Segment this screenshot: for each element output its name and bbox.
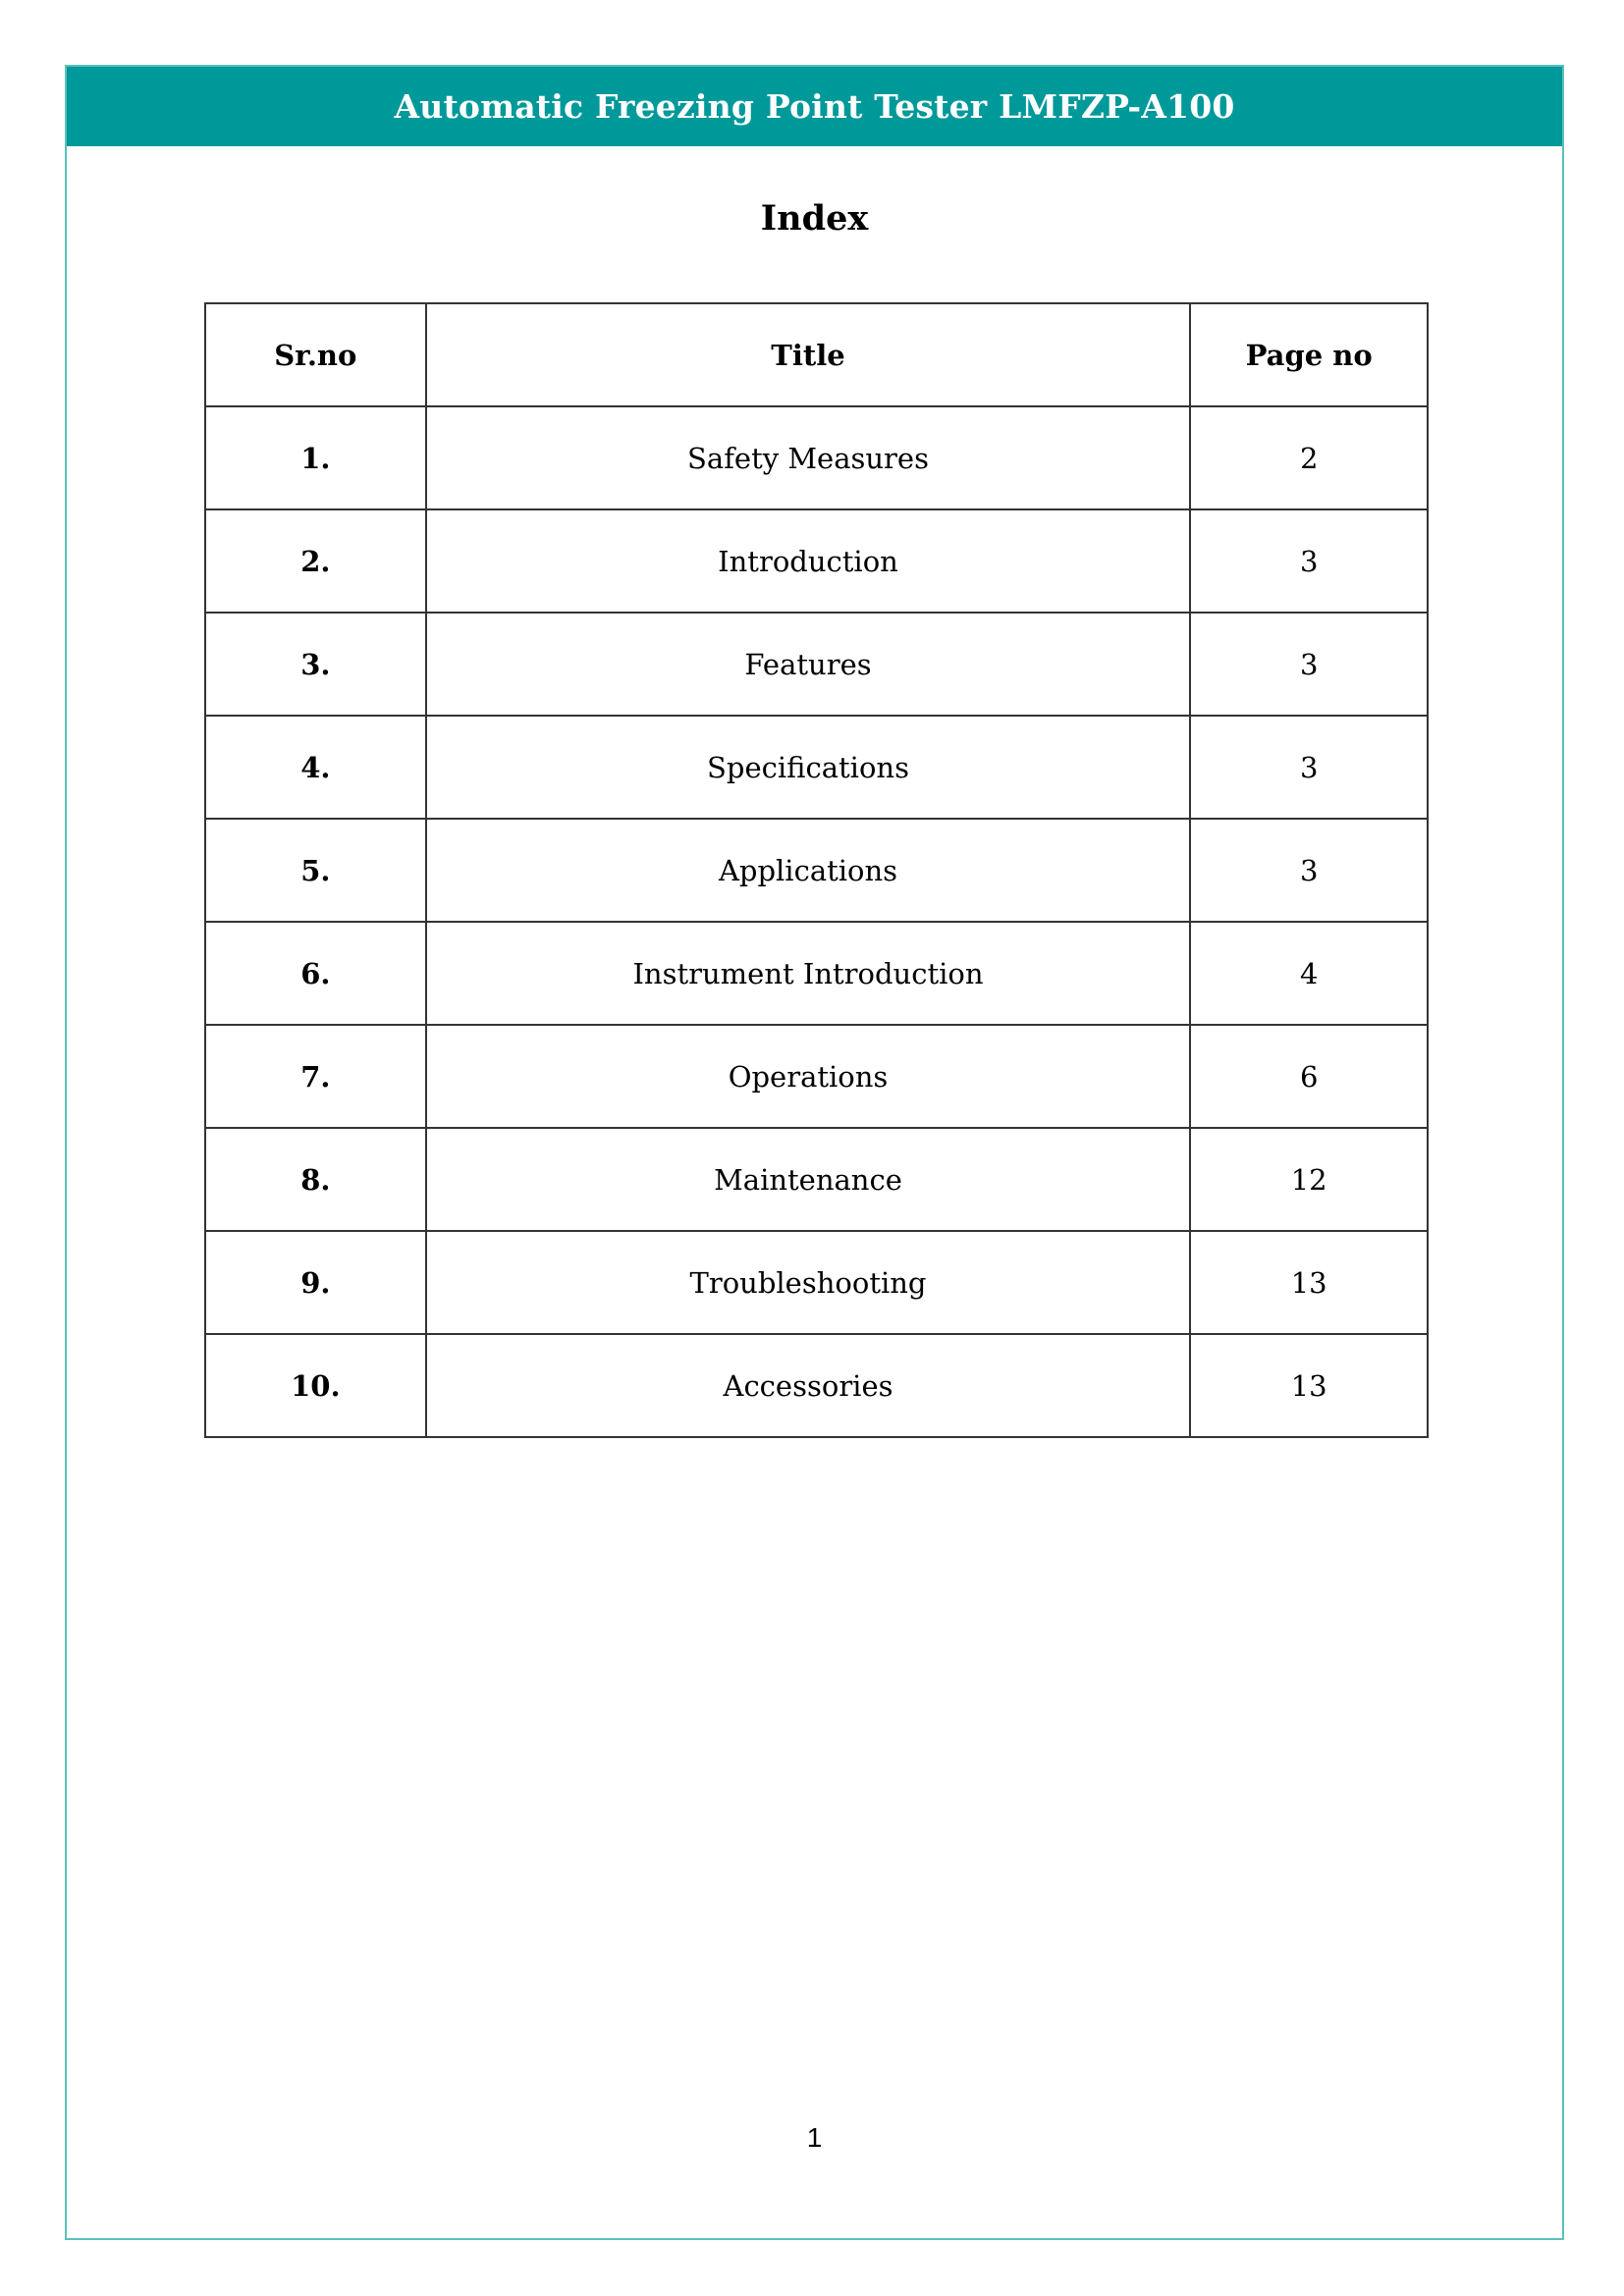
table-row (205, 1334, 1428, 1437)
document-title: Automatic Freezing Point Tester LMFZP-A100 (394, 87, 1235, 126)
index-heading: Index (760, 198, 869, 239)
table-row (205, 406, 1428, 509)
row-sr: 5. (205, 819, 426, 922)
row-title: Accessories (426, 1334, 1191, 1437)
row-sr: 1. (205, 406, 426, 509)
row-title: Operations (426, 1025, 1191, 1128)
row-sr: 7. (205, 1025, 426, 1128)
row-sr: 2. (205, 509, 426, 613)
row-sr: 10. (205, 1334, 426, 1437)
row-title: Specifications (426, 716, 1191, 819)
row-page: 3 (1190, 613, 1428, 716)
row-title: Features (426, 613, 1191, 716)
row-page: 3 (1190, 819, 1428, 922)
index-table (204, 302, 1429, 1438)
header-bar (67, 67, 1562, 146)
table-row (205, 819, 1428, 922)
page-frame (65, 65, 1564, 2240)
row-page: 6 (1190, 1025, 1428, 1128)
table-row (205, 613, 1428, 716)
row-sr: 3. (205, 613, 426, 716)
table-row (205, 1231, 1428, 1334)
row-page: 3 (1190, 716, 1428, 819)
column-header-title: Title (426, 303, 1191, 406)
page-number: 1 (806, 2122, 823, 2153)
table-row (205, 1128, 1428, 1231)
row-page: 12 (1190, 1128, 1428, 1231)
row-title: Applications (426, 819, 1191, 922)
row-page: 13 (1190, 1231, 1428, 1334)
table-row (205, 509, 1428, 613)
row-sr: 9. (205, 1231, 426, 1334)
row-title: Safety Measures (426, 406, 1191, 509)
table-row (205, 716, 1428, 819)
table-row (205, 922, 1428, 1025)
row-page: 4 (1190, 922, 1428, 1025)
row-sr: 6. (205, 922, 426, 1025)
row-page: 2 (1190, 406, 1428, 509)
row-sr: 8. (205, 1128, 426, 1231)
row-title: Troubleshooting (426, 1231, 1191, 1334)
row-title: Instrument Introduction (426, 922, 1191, 1025)
row-page: 13 (1190, 1334, 1428, 1437)
table-header-row (205, 303, 1428, 406)
row-title: Maintenance (426, 1128, 1191, 1231)
row-title: Introduction (426, 509, 1191, 613)
table-row (205, 1025, 1428, 1128)
row-page: 3 (1190, 509, 1428, 613)
column-header-sr: Sr.no (205, 303, 426, 406)
column-header-page: Page no (1190, 303, 1428, 406)
row-sr: 4. (205, 716, 426, 819)
